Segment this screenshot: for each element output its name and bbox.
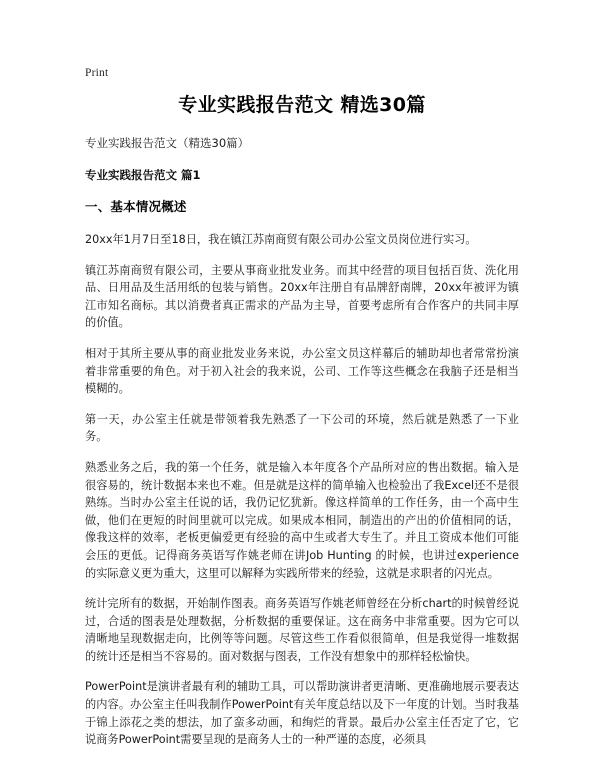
body-paragraph: PowerPoint是演讲者最有利的辅助工具，可以帮助演讲者更清晰、更准确地展示要表达的内容。办公室主任叫我制作PowerPoint有关年度总结以及下一年度的计划。当时我基于锦上添花之类的想法，加了蛮多动画，和绚烂的背景。最后办公室主任否定了它，它说商务PowerPoint需要呈现的是商务人士的一种严谨的态度，必须具	[85, 680, 519, 747]
article-heading: 专业实践报告范文 篇1	[85, 168, 201, 182]
body-paragraph: 20xx年1月7日至18日，我在镇江苏南商贸有限公司办公室文员岗位进行实习。	[85, 233, 477, 246]
document-subtitle: 专业实践报告范文（精选30篇）	[85, 136, 250, 150]
body-paragraph: 熟悉业务之后，我的第一个任务，就是输入本年度各个产品所对应的售出数据。输入是很容易的，统计数据本来也不难。但是就是这样的简单输入也检验出了我Excel还不是很熟练。当时办公室主任说的话，我仍记忆犹新。像这样简单的工作任务，由一个高中生做，他们在更短的时间里就可以完成。如果成本相同，制造出的产出的价值相同的话，像我这样的效率，老板更偏爱更有经验的高中生或者大专生了。并且工资成本他们可能会压的更低。记得商务英语写作姚老师在讲Job Hunting 的时候，也讲过experience 的实际意义更为重大，这里可以解释为实践所带来的经验，这就是求职者的闪光点。	[85, 460, 519, 580]
page-title: 专业实践报告范文 精选30篇	[178, 94, 426, 116]
body-paragraph: 镇江苏南商贸有限公司，主要从事商业批发业务。而其中经营的项目包括百货、洗化用品、日用品及生活用纸的包装与销售。20xx年注册自有品牌舒南牌，20xx年被评为镇江市知名商标。其以消费者真正需求的产品为主导，首要考虑所有合作客户的共同丰厚的价值。	[85, 263, 519, 330]
body-paragraph: 相对于其所主要从事的商业批发业务来说，办公室文员这样幕后的辅助却也者常常扮演着非常重要的角色。对于初入社会的我来说，公司、工作等这些概念在我脑子还是相当模糊的。	[85, 346, 519, 396]
section-title: 一、基本情况概述	[85, 199, 187, 214]
print-label[interactable]: Print	[85, 67, 109, 79]
document-content	[85, 66, 519, 749]
body-paragraph: 第一天，办公室主任就是带领着我先熟悉了一下公司的环境，然后就是熟悉了一下业务。	[85, 412, 519, 444]
body-paragraph: 统计完所有的数据，开始制作图表。商务英语写作姚老师曾经在分析chart的时候曾经说过，合适的图表是处理数据，分析数据的重要保证。这在商务中非常重要。因为它可以清晰地呈现数据走向，比例等等问题。尽管这些工作看似很简单，但是我觉得一堆数据的统计还是相当不容易的。面对数据与图表，工作没有想象中的那样轻松愉快。	[85, 597, 519, 663]
